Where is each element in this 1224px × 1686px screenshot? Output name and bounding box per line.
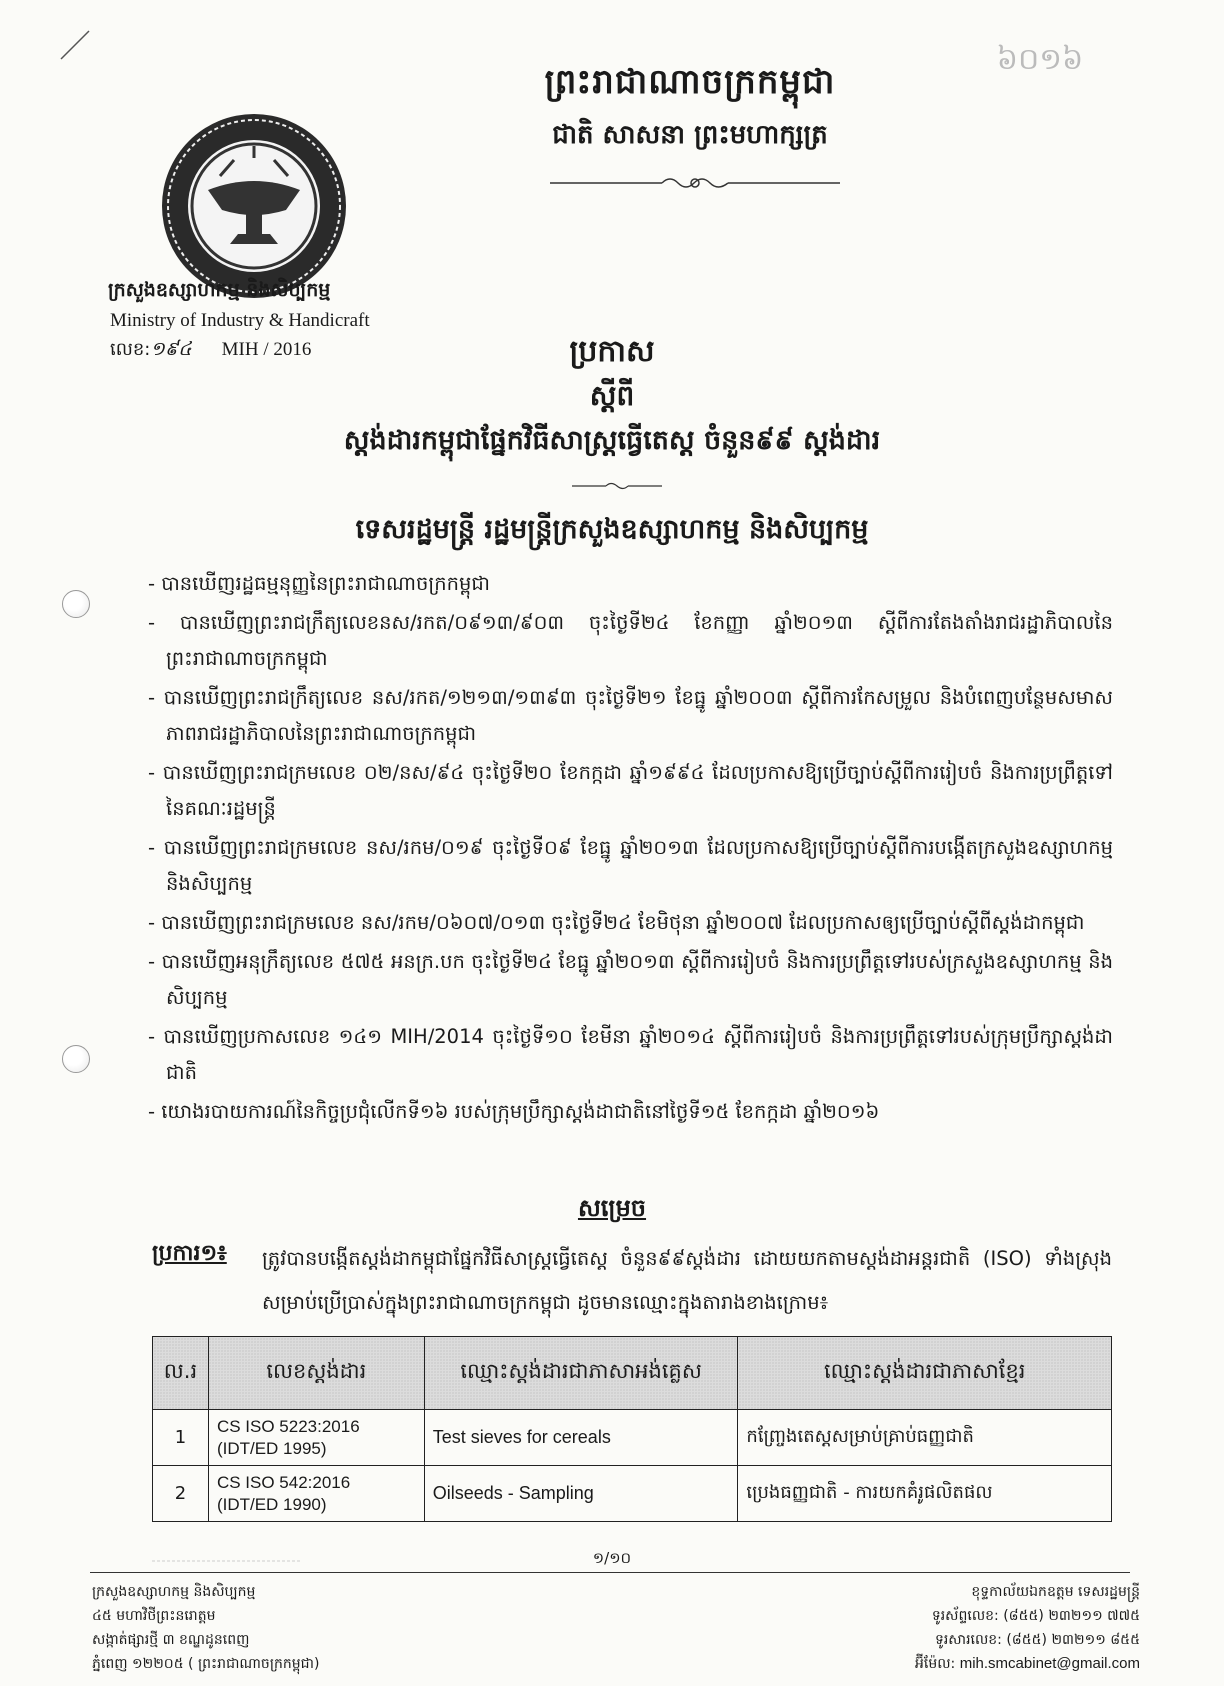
issuer-title: ទេសរដ្ឋមន្ត្រី រដ្ឋមន្ត្រីក្រសួងឧស្សាហកម្ម និងសិប្បកម្ម	[355, 514, 869, 545]
standard-code	[208, 1466, 424, 1522]
reference-suffix: MIH / 2016	[221, 339, 312, 360]
footer-address-line: ៤៥ មហាវិថីព្រះនរោត្តម	[92, 1608, 216, 1624]
punch-hole	[62, 590, 90, 618]
preamble-item: - បានឃើញព្រះរាជក្រឹត្យលេខ នស/រកត/១២១៣/១៣៩៣ ចុះថ្ងៃទី២១ ខែធ្នូ ឆ្នាំ២០០៣ ស្តីពីការកែសម្រួល និងបំពេញបន្ថែមសមាសភាពរាជរដ្ឋាភិបាលនៃព្រះរាជាណាចក្រកម្ពុជា	[148, 686, 1113, 745]
preamble-item: - យោងរបាយការណ៍នៃកិច្ចប្រជុំលើកទី១៦ របស់ក្រុមប្រឹក្សាស្តង់ដាជាតិនៅថ្ងៃទី១៥ ខែកក្កដា ឆ្នាំ២០១៦	[148, 1100, 880, 1123]
preamble-item: - បានឃើញព្រះរាជក្រមលេខ នស/រកម/០៦០៧/០១៣ ចុះថ្ងៃទី២៤ ខែមិថុនា ឆ្នាំ២០០៧ ដែលប្រកាសឲ្យប្រើច្បាប់ស្តីពីស្តង់ដាកម្ពុជា	[148, 911, 1085, 934]
footer-address	[92, 1580, 319, 1676]
footer-divider	[90, 1572, 1130, 1573]
table-row	[153, 1410, 1112, 1466]
standard-code-line: CS ISO 542:2016	[216, 1472, 351, 1492]
reference-label: លេខ:	[110, 339, 151, 360]
document-subject: ស្តង់ដារកម្ពុជាផ្នែកវិធីសាស្ត្រធ្វើតេស្ត ចំនួន៩៩ ស្តង់ដារ	[343, 425, 881, 456]
preamble-item: - បានឃើញរដ្ឋធម្មនុញ្ញនៃព្រះរាជាណាចក្រកម្ពុជា	[148, 572, 490, 595]
column-header-standard-code: លេខស្តង់ដារ	[208, 1337, 424, 1410]
standards-table	[152, 1336, 1112, 1522]
footer-phone: ទូរស័ព្ទលេខ: (៨៥៥) ២៣២១១ ៧៧៥	[931, 1608, 1140, 1624]
standard-code	[208, 1410, 424, 1466]
document-about-label: ស្តីពី	[589, 379, 635, 412]
standard-name-english: Oilseeds - Sampling	[424, 1466, 738, 1522]
footer-address-line: ក្រសួងឧស្សាហកម្ម និងសិប្បកម្ម	[92, 1584, 256, 1600]
standard-code-line: CS ISO 5223:2016	[216, 1416, 360, 1436]
row-number: 2	[153, 1466, 209, 1522]
ministry-name-english: Ministry of Industry & Handicraft	[110, 310, 370, 331]
preamble-item: - បានឃើញប្រកាសលេខ ១៤១ MIH/2014 ចុះថ្ងៃទី១០ ខែមីនា ឆ្នាំ២០១៤ ស្តីពីការរៀបចំ និងការប្រព្រឹត្តទៅរបស់ក្រុមប្រឹក្សាស្តង់ដាជាតិ	[148, 1025, 1113, 1084]
footer-email-label: អ៊ីម៉ែល:	[915, 1656, 956, 1672]
column-header-khmer-name: ឈ្មោះស្តង់ដារជាភាសាខ្មែរ	[738, 1337, 1112, 1410]
preamble-item: - បានឃើញព្រះរាជក្រឹត្យលេខនស/រកត/០៩១៣/៩០៣ ចុះថ្ងៃទី២៤ ខែកញ្ញា ឆ្នាំ២០១៣ ស្តីពីការតែងតាំងរាជរដ្ឋាភិបាលនៃព្រះរាជាណាចក្រកម្ពុជា	[148, 611, 1113, 670]
standard-edition-line: (IDT/ED 1995)	[216, 1438, 327, 1458]
preamble-item: - បានឃើញព្រះរាជក្រមលេខ នស/រកម/០១៩ ចុះថ្ងៃទី០៩ ខែធ្នូ ឆ្នាំ២០១៣ ដែលប្រកាសឱ្យប្រើច្បាប់ស្តីពីការបង្កើតក្រសួងឧស្សាហកម្ម និងសិប្បកម្ម	[148, 836, 1113, 895]
column-header-number: ល.រ	[153, 1337, 209, 1410]
preamble-item: - បានឃើញព្រះរាជក្រមលេខ ០២/នស/៩៤ ចុះថ្ងៃទី២០ ខែកក្កដា ឆ្នាំ១៩៩៤ ដែលប្រកាសឱ្យប្រើច្បាប់ស្តីពីការរៀបចំ និងការប្រព្រឹត្តទៅនៃគណៈរដ្ឋមន្ត្រី	[148, 761, 1113, 820]
footer-email[interactable]: mih.smcabinet@gmail.com	[959, 1655, 1140, 1672]
article-text: ត្រូវបានបង្កើតស្តង់ដាកម្ពុជាផ្នែកវិធីសាស្ត្រធ្វើតេស្ត ចំនួន៩៩ស្តង់ដារ ដោយយកតាមស្តង់ដាអន្តរជាតិ (ISO) ទាំងស្រុងសម្រាប់ប្រើប្រាស់ក្នុងព្រះរាជាណាចក្រកម្ពុជា ដូចមានឈ្មោះក្នុងតារាងខាងក្រោម៖	[262, 1247, 1112, 1314]
decision-heading: សម្រេច	[577, 1194, 647, 1222]
standard-name-khmer: កញ្ច្រែងតេស្តសម្រាប់គ្រាប់ធញ្ញជាតិ	[738, 1410, 1112, 1466]
column-header-english-name: ឈ្មោះស្តង់ដារជាភាសាអង់គ្លេស	[424, 1337, 738, 1410]
pen-stroke-mark	[55, 25, 95, 69]
preamble-list	[148, 566, 1113, 1133]
footer-address-line: សង្កាត់ផ្សារថ្មី ៣ ខណ្ឌដូនពេញ	[92, 1632, 250, 1648]
title-divider-ornament	[572, 478, 662, 492]
ministry-name-khmer: ក្រសួងឧស្សាហកម្ម និងសិប្បកម្ម	[108, 279, 331, 301]
footer-address-line: ភ្នំពេញ ១២២០៥ ( ព្រះរាជាណាចក្រកម្ពុជា)	[92, 1656, 320, 1672]
document-type-title: ប្រកាស	[569, 334, 655, 369]
table-row	[153, 1466, 1112, 1522]
standard-name-khmer: ប្រេងធញ្ញជាតិ - ការយកគំរូផលិតផល	[738, 1466, 1112, 1522]
preamble-item: - បានឃើញអនុក្រឹត្យលេខ ៥៧៥ អនក្រ.បក ចុះថ្ងៃទី២៤ ខែធ្នូ ឆ្នាំ២០១៣ ស្តីពីការរៀបចំ និងការប្រព្រឹត្តទៅរបស់ក្រសួងឧស្សាហកម្ម និងសិប្បកម្ម	[148, 950, 1113, 1009]
handwritten-page-code: ៦០១៦	[996, 43, 1084, 76]
footer-office: ខុទ្ទកាល័យឯកឧត្តម ទេសរដ្ឋមន្ត្រី	[971, 1584, 1140, 1600]
footer-email-line	[845, 1652, 1140, 1676]
reference-handwritten-number: ១៩៤	[150, 339, 192, 360]
punch-hole	[62, 1045, 90, 1073]
table-header-row	[153, 1337, 1112, 1410]
header-ornament	[550, 173, 840, 193]
page-number: ១/១០	[592, 1549, 632, 1567]
article-label: ប្រការ១៖	[152, 1241, 227, 1266]
ministry-seal-logo	[158, 110, 350, 306]
row-number: 1	[153, 1410, 209, 1466]
footer-fax: ទូរសារលេខ: (៨៥៥) ២៣២១១ ៨៥៥	[934, 1632, 1140, 1648]
footer-contact	[845, 1580, 1140, 1676]
standard-name-english: Test sieves for cereals	[424, 1410, 738, 1466]
national-motto: ជាតិ សាសនា ព្រះមហាក្សត្រ	[552, 120, 828, 150]
kingdom-title: ព្រះរាជាណាចក្រកម្ពុជា	[544, 62, 836, 102]
standard-edition-line: (IDT/ED 1990)	[216, 1494, 327, 1514]
